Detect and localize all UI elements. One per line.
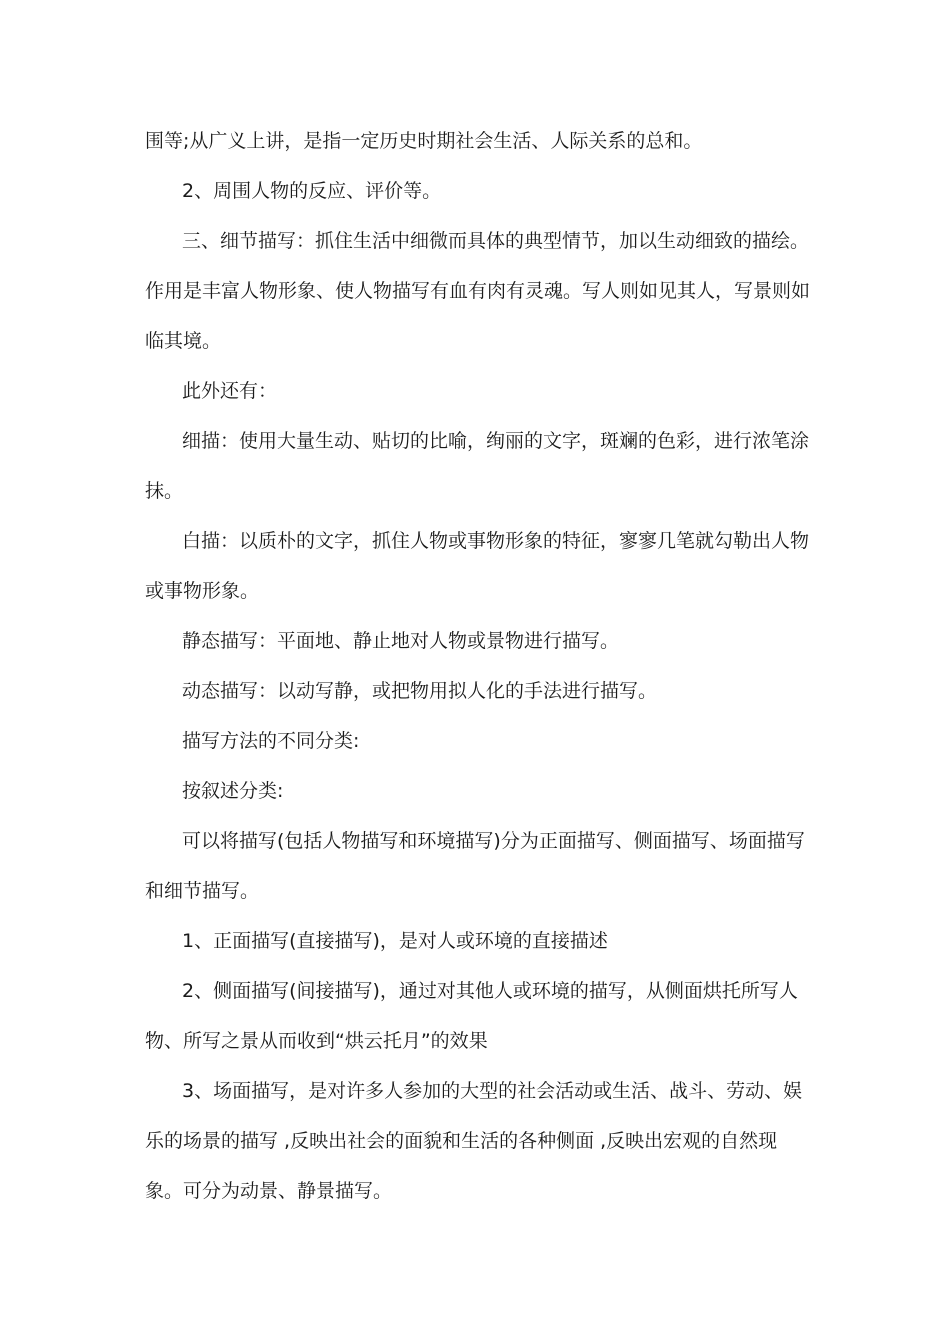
paragraph-dynamic-description: 动态描写：以动写静，或把物用拟人化的手法进行描写。	[182, 680, 658, 702]
paragraph-detail-description: 三、细节描写：抓住生活中细微而具体的典型情节，加以生动细致的描绘。作用是丰富人物形象、使人物描写有血有肉有灵魂。写人则如见其人，写景则如临其境。	[145, 230, 811, 352]
paragraph-fine-description: 细描：使用大量生动、贴切的比喻，绚丽的文字，斑斓的色彩，进行浓笔涂抹。	[145, 430, 810, 502]
paragraph-static-description: 静态描写：平面地、静止地对人物或景物进行描写。	[182, 630, 620, 652]
paragraph-by-narration-heading: 按叙述分类:	[182, 780, 284, 802]
paragraph-indirect-description: 2、侧面描写(间接描写)，通过对其他人或环境的描写，从侧面烘托所写人物、所写之景从而收到“烘云托月”的效果	[145, 980, 798, 1052]
paragraph-description-types: 可以将描写(包括人物描写和环境描写)分为正面描写、侧面描写、场面描写和细节描写。	[145, 830, 805, 902]
document-body	[145, 116, 810, 1216]
paragraph-direct-description: 1、正面描写(直接描写)，是对人或环境的直接描述	[182, 930, 608, 952]
paragraph-surrounding-reactions: 2、周围人物的反应、评价等。	[182, 180, 442, 202]
paragraph-plain-description: 白描：以质朴的文字，抓住人物或事物形象的特征，寥寥几笔就勾勒出人物或事物形象。	[145, 530, 810, 602]
paragraph-classification-heading: 描写方法的不同分类:	[182, 730, 360, 752]
paragraph-social-environment: 围等;从广义上讲，是指一定历史时期社会生活、人际关系的总和。	[145, 130, 703, 152]
paragraph-in-addition: 此外还有：	[182, 380, 278, 402]
paragraph-scene-description: 3、场面描写，是对许多人参加的大型的社会活动或生活、战斗、劳动、娱乐的场景的描写 ,反映出社会的面貌和生活的各种侧面 ,反映出宏观的自然现象。可分为动景、静景描写。	[145, 1080, 803, 1202]
